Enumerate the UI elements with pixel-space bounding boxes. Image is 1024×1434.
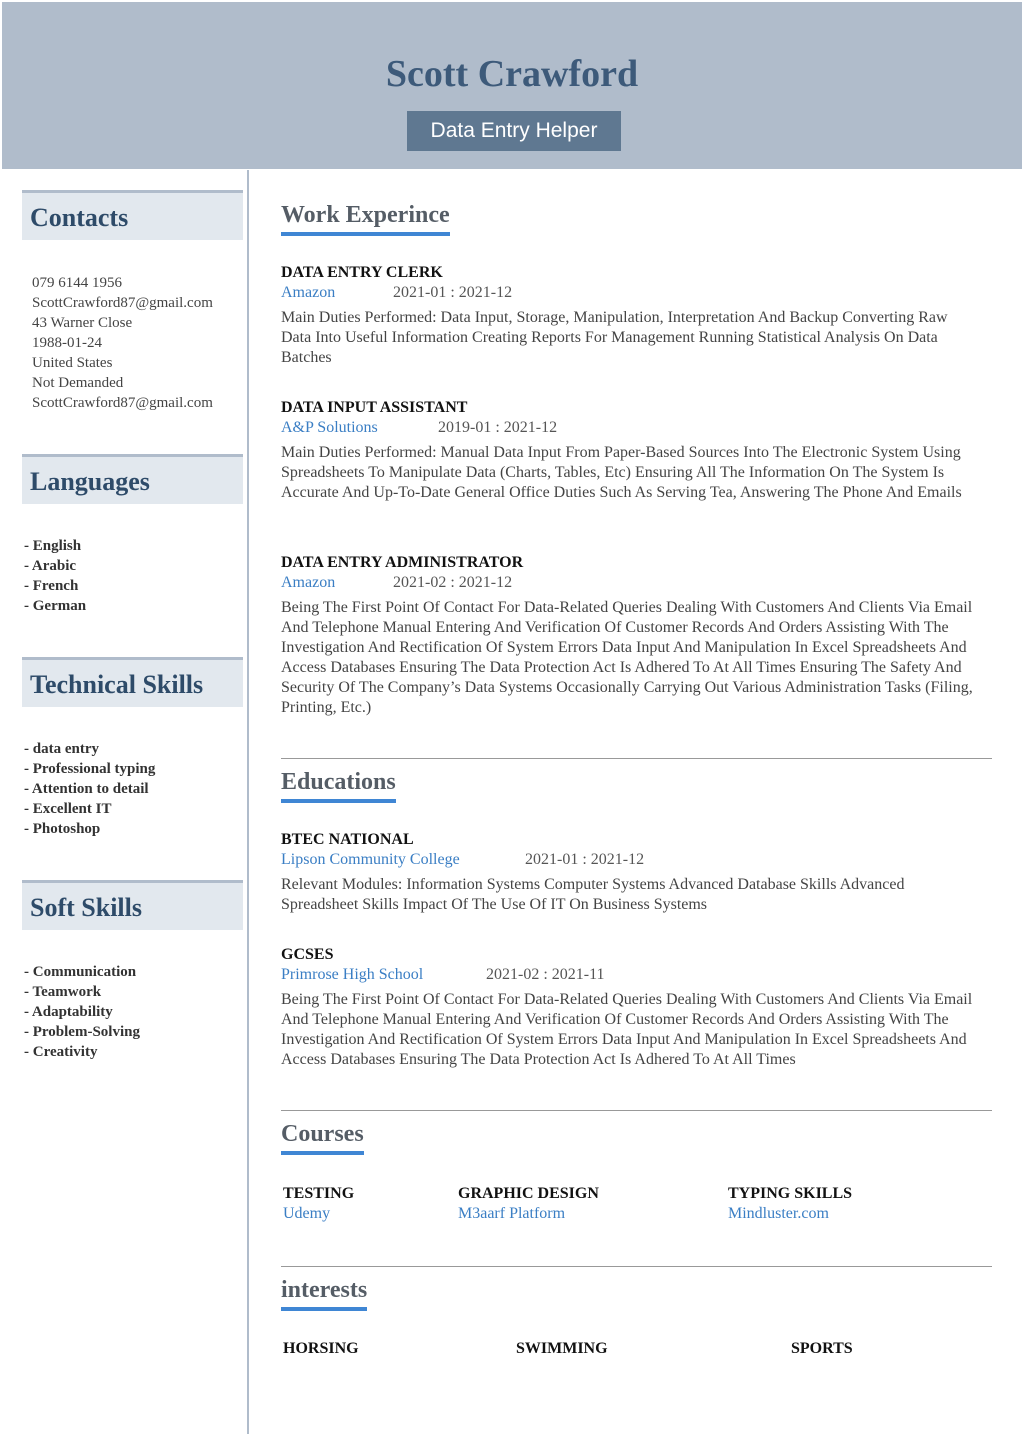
contact-birthdate: 1988-01-24 (32, 335, 102, 351)
job-title-badge: Data Entry Helper (407, 111, 621, 151)
job-description: Being The First Point Of Contact For Data-Related Queries Dealing With Customers And Clients Via Email And Telephone Manual Entering And Verification Of Customer Records And Orders Assisting With The Investigation And Rectification Of System Errors Data Input And Manipulation In Excel Spreadsheets And Access Databases Ensuring The Data Protection Act Is Adhered To At All Times Ensuring The Safety And Security Of The Company’s Data Systems Occasionally Carrying Out Various Administration Tasks (Filing, Printing, Etc.) (281, 599, 973, 716)
education-school: Lipson Community College (281, 851, 460, 868)
job-company: Amazon (281, 284, 336, 301)
job-dates: 2021-01 : 2021-12 (393, 284, 513, 301)
course-provider: Udemy (283, 1205, 331, 1222)
contacts-heading-box (22, 190, 243, 240)
courses-heading: Courses (281, 1119, 364, 1155)
course-name: TYPING SKILLS (728, 1185, 853, 1202)
education-heading: Educations (281, 767, 396, 803)
soft-skill-item: - Teamwork (24, 984, 102, 1000)
technical-skills-heading-box (22, 657, 243, 707)
course-provider: M3aarf Platform (458, 1205, 566, 1222)
technical-skill-item: - Attention to detail (24, 781, 149, 797)
contact-address: 43 Warner Close (32, 315, 133, 331)
technical-skill-item: - data entry (24, 741, 99, 757)
job-dates: 2021-02 : 2021-12 (393, 574, 513, 591)
job-description: Main Duties Performed: Data Input, Storage, Manipulation, Interpretation And Backup Converting Raw Data Into Useful Information Creating Reports For Management Running Statistical Analysis On Data Batches (281, 309, 948, 366)
education-dates: 2021-01 : 2021-12 (525, 851, 645, 868)
soft-skill-item: - Communication (24, 964, 137, 980)
interest-item: SWIMMING (516, 1340, 608, 1357)
language-item: - German (24, 598, 87, 614)
job-title: DATA ENTRY ADMINISTRATOR (281, 554, 524, 571)
technical-skills-heading: Technical Skills (30, 670, 204, 699)
job-company: A&P Solutions (281, 419, 378, 436)
soft-skill-item: - Problem-Solving (24, 1024, 140, 1040)
education-title: GCSES (281, 946, 334, 963)
course-provider: Mindluster.com (728, 1205, 829, 1222)
section-divider (281, 1110, 992, 1111)
education-description: Being The First Point Of Contact For Data-Related Queries Dealing With Customers And Clients Via Email And Telephone Manual Entering And Verification Of Customer Records And Orders Assisting With The Investigation And Rectification Of System Errors Data Input And Manipulation In Excel Spreadsheets And Access Databases Ensuring The Data Protection Act Is Adhered To At All Times (281, 991, 973, 1068)
candidate-name: Scott Crawford (385, 53, 639, 95)
contact-email: ScottCrawford87@gmail.com (32, 295, 213, 311)
soft-skills-heading: Soft Skills (30, 893, 142, 922)
job-description: Main Duties Performed: Manual Data Input From Paper-Based Sources Into The Electronic System Using Spreadsheets To Manipulate Data (Charts, Tables, Etc) Ensuring All The Information On The System Is Accurate And Up-To-Date General Office Duties Such As Serving Tea, Answering The Phone And Emails (281, 444, 962, 501)
contacts-heading: Contacts (30, 203, 129, 232)
soft-skill-item: - Creativity (24, 1044, 98, 1060)
interests-heading: interests (281, 1275, 367, 1311)
languages-heading-box (22, 454, 243, 504)
interest-item: SPORTS (791, 1340, 853, 1357)
interest-item: HORSING (283, 1340, 359, 1357)
technical-skill-item: - Photoshop (24, 821, 101, 837)
job-title: DATA INPUT ASSISTANT (281, 399, 468, 416)
course-name: GRAPHIC DESIGN (458, 1185, 599, 1202)
education-title: BTEC NATIONAL (281, 831, 414, 848)
job-title: DATA ENTRY CLERK (281, 264, 443, 281)
technical-skill-item: - Excellent IT (24, 801, 112, 817)
soft-skill-item: - Adaptability (24, 1004, 113, 1020)
job-company: Amazon (281, 574, 336, 591)
languages-heading: Languages (30, 467, 150, 496)
resume-header (2, 2, 1022, 169)
education-description: Relevant Modules: Information Systems Computer Systems Advanced Database Skills Advanced Spreadsheet Skills Impact Of The Use Of IT On Business Systems (281, 876, 905, 913)
soft-skills-heading-box (22, 880, 243, 930)
section-divider (281, 1266, 992, 1267)
sidebar-divider (247, 170, 249, 1434)
contact-country: United States (32, 355, 113, 371)
language-item: - English (24, 538, 82, 554)
technical-skill-item: - Professional typing (24, 761, 156, 777)
education-school: Primrose High School (281, 966, 424, 983)
job-dates: 2019-01 : 2021-12 (438, 419, 558, 436)
section-divider (281, 758, 992, 759)
work-experience-heading: Work Experince (281, 200, 450, 236)
contact-phone: 079 6144 1956 (32, 275, 122, 291)
language-item: - Arabic (24, 558, 77, 574)
contact-military-status: Not Demanded (32, 375, 124, 391)
language-item: - French (24, 578, 79, 594)
education-dates: 2021-02 : 2021-11 (486, 966, 605, 983)
contact-email-secondary: ScottCrawford87@gmail.com (32, 395, 213, 411)
course-name: TESTING (283, 1185, 355, 1202)
